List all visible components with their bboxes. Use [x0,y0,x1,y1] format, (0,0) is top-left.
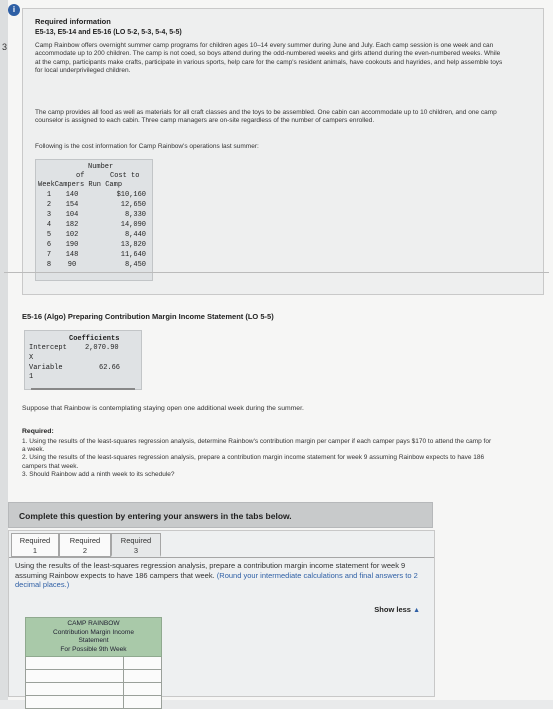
statement-row [25,696,162,709]
scenario-suppose-text: Suppose that Rainbow is contemplating staying open one additional week during the summer. [22,405,304,412]
tab-required-3[interactable] [111,533,161,557]
row-week: 4 [46,221,52,229]
show-less-label: Show less [374,605,411,614]
row-week: 6 [46,241,52,249]
info-icon[interactable]: i [8,4,20,16]
tab-label: Required [120,536,152,545]
tab-bar-divider [9,557,434,558]
variable-value: 62.66 [99,364,121,372]
tab-instruction [15,561,425,590]
row-campers: 190 [65,241,79,249]
row-campers: 154 [65,201,79,209]
tab-required-2[interactable] [59,533,111,557]
row-campers: 148 [65,251,79,259]
required-item-2: 2. Using the results of the least-squares regression analysis, prepare a contribution margin income statement for week 9 assuming Rainbow expects to have 186 campers that week. [22,454,485,470]
statement-label-input[interactable] [26,657,124,669]
exercise-title: E5-13, E5-14 and E5-16 (LO 5-2, 5-3, 5-4, 5-5) [35,29,182,36]
row-week: 5 [46,231,52,239]
statement-row [25,657,162,670]
complete-question-banner: Complete this question by entering your answers in the tabs below. [8,502,433,528]
table-bottom-rule [31,388,135,390]
row-week: 8 [46,261,52,269]
cost-information-table [35,159,153,281]
tab-number: 3 [133,546,139,555]
row-week: 2 [46,201,52,209]
row-week: 7 [46,251,52,259]
intercept-label: Intercept [29,344,67,352]
income-statement-form [25,617,162,709]
statement-header [25,617,162,657]
row-cost: 11,640 [120,251,146,259]
row-campers: 90 [67,261,77,269]
one-label: 1 [29,373,34,381]
scenario-paragraph-1: Camp Rainbow offers overnight summer camp programs for children ages 10–14 every summer during June and July. Each camp session is one week and can accommodate up to 200 children. The camp is not coed, so boys attend during the odd-numbered weeks and girls attend during the even-numbered weeks. While at the camp, participants make crafts, participate in various sports, help care for the camp's resident animals, have cookouts and hayrides, and help assemble toys for local underprivileged children. [35,42,503,75]
variable-label: Variable [29,364,63,372]
table-header-columns: WeekCampers Run Camp [38,181,123,189]
show-less-link[interactable] [374,605,420,614]
statement-period: For Possible 9th Week [60,645,127,653]
statement-label-input[interactable] [26,696,124,708]
row-campers: 102 [65,231,79,239]
row-week: 3 [46,211,52,219]
row-campers: 104 [65,211,79,219]
statement-label-input[interactable] [26,683,124,695]
required-item-1: 1. Using the results of the least-squares regression analysis, determine Rainbow's contribution margin per camper if each camper pays $170 to attend the camp for a week. [22,438,492,454]
row-cost: $10,160 [116,191,146,199]
scenario-paragraph-2: The camp provides all food as well as materials for all craft classes and the toys to be assembled. One cabin can accommodate up to 10 children, and one camp counselor is assigned to each cabin. Three camp managers are on-site regardless of the number of campers enrolled. [35,109,497,125]
row-cost: 13,820 [120,241,146,249]
x-label: X [29,354,34,362]
section-divider [4,272,549,273]
required-information-panel [22,8,544,295]
row-week: 1 [46,191,52,199]
row-campers: 182 [65,221,79,229]
required-item-3: 3. Should Rainbow add a ninth week to its schedule? [22,470,175,478]
row-cost: 8,440 [124,231,146,239]
row-cost: 14,090 [120,221,146,229]
regression-section-title: E5-16 (Algo) Preparing Contribution Margin Income Statement (LO 5-5) [22,312,274,321]
table-header-number: Number [88,163,114,171]
statement-row [25,683,162,696]
scenario-paragraph-3: Following is the cost information for Camp Rainbow's operations last summer: [35,143,259,150]
row-cost: 8,450 [124,261,146,269]
row-cost: 8,330 [124,211,146,219]
required-label: Required: [22,428,54,435]
margin-number: 3 [2,42,8,52]
row-cost: 12,650 [120,201,146,209]
coefficients-header: Coefficients [69,335,120,343]
table-header-of: of [76,172,85,180]
intercept-value: 2,070.90 [85,344,119,352]
caret-up-icon: ▲ [413,607,420,614]
left-gutter [0,0,8,700]
required-information-heading: Required information [35,17,111,26]
instruction-text: Using the results of the least-squares regression analysis, prepare a contribution margin income statement for week 9 assuming Rainbow expects to have 186 campers that week. [15,561,406,580]
required-list [22,438,492,479]
tab-label: Required [69,536,101,545]
answer-tabs-panel [8,530,435,697]
table-header-cost-to: Cost to [110,172,140,180]
statement-row [25,670,162,683]
statement-title-2: Statement [78,637,109,644]
tab-number: 1 [32,546,38,555]
regression-coefficients-table [24,330,142,390]
tab-required-1[interactable] [11,533,59,557]
rounding-hint: (Round your intermediate calculations and final answers to 2 decimal places.) [15,570,418,590]
tab-number: 2 [82,546,88,555]
row-campers: 140 [65,191,79,199]
statement-title: Contribution Margin Income [53,628,134,636]
statement-label-input[interactable] [26,670,124,682]
tab-label: Required [19,536,51,545]
statement-company: CAMP RAINBOW [67,620,120,627]
